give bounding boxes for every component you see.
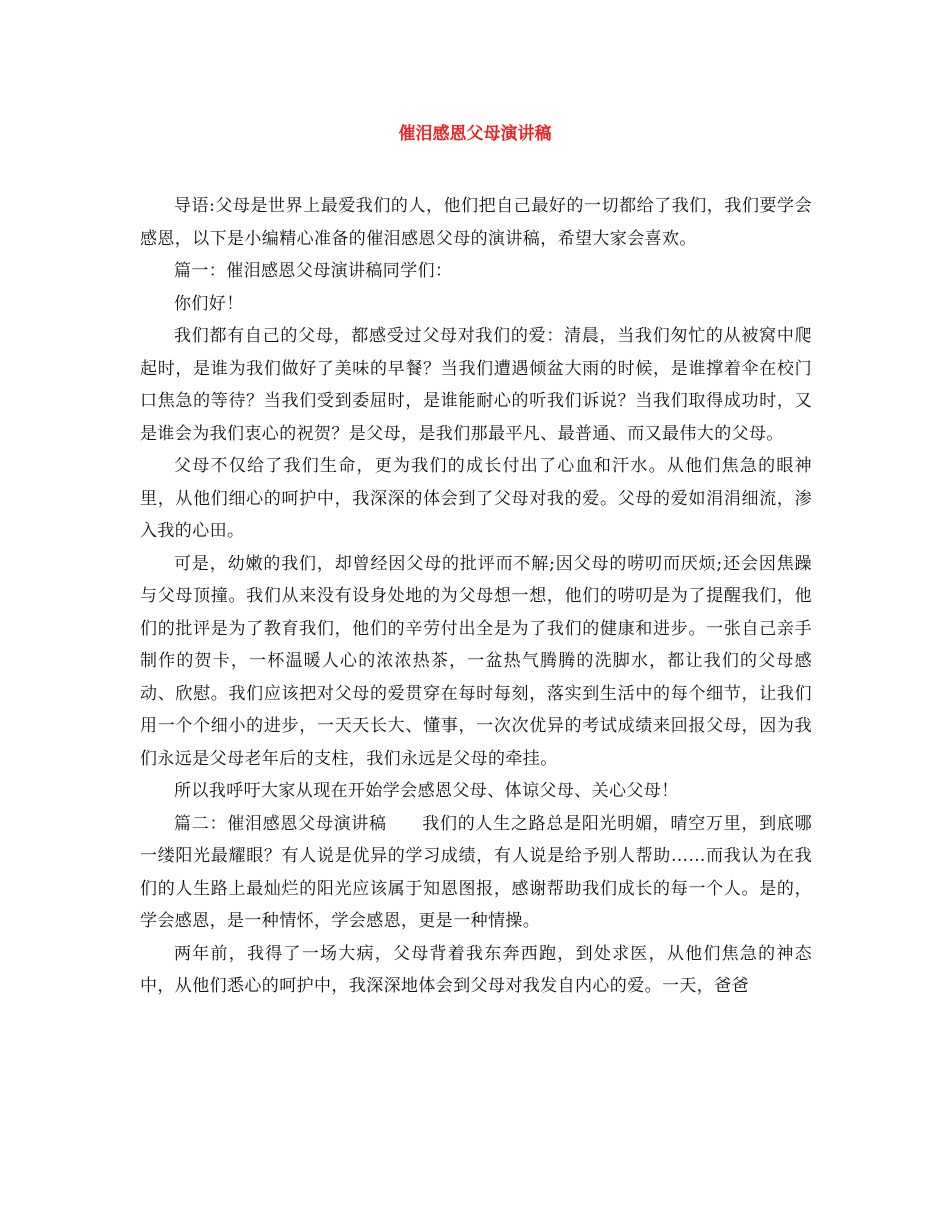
paragraph-body: 我们都有自己的父母，都感受过父母对我们的爱：清晨，当我们匆忙的从被窝中爬起时，是谁为我们做好了美味的早餐？当我们遭遇倾盆大雨的时候，是谁撑着伞在校门口焦急的等待？当我们受到委屈时，是谁能耐心的听我们诉说？当我们取得成功时，又是谁会为我们衷心的祝贺？是父母，是我们那最平凡、最普通、而又最伟大的父母。 <box>140 326 812 444</box>
paragraph-body: 父母不仅给了我们生命，更为我们的成长付出了心血和汗水。从他们焦急的眼神里，从他们细心的呵护中，我深深的体会到了父母对我的爱。父母的爱如涓涓细流，渗入我的心田。 <box>140 456 812 541</box>
document-body <box>140 190 812 1003</box>
paragraph-greeting: 你们好！ <box>174 293 244 314</box>
document-title: 催泪感恩父母演讲稿 <box>398 124 552 144</box>
paragraph-body: 可是，幼嫩的我们，却曾经因父母的批评而不解;因父母的唠叨而厌烦;还会因焦躁与父母顶撞。我们从来没有设身处地的为父母想一想，他们的唠叨是为了提醒我们，他们的批评是为了教育我们，他们的辛劳付出全是为了我们的健康和进步。一张自己亲手制作的贺卡，一杯温暖人心的浓浓热茶，一盆热气腾腾的洗脚水，都让我们的父母感动、欣慰。我们应该把对父母的爱贯穿在每时每刻，落实到生活中的每个细节，让我们用一个个细小的进步，一天天长大、懂事，一次次优异的考试成绩来回报父母，因为我们永远是父母老年后的支柱，我们永远是父母的牵挂。 <box>140 553 812 769</box>
paragraph-part-two: 篇二：催泪感恩父母演讲稿 我们的人生之路总是阳光明媚，晴空万里，到底哪一缕阳光最耀眼？有人说是优异的学习成绩，有人说是给予别人帮助……而我认为在我们的人生路上最灿烂的阳光应该属于知恩图报，感谢帮助我们成长的每一个人。是的，学会感恩，是一种情怀，学会感恩，更是一种情操。 <box>140 813 812 931</box>
paragraph-part-one-heading: 篇一：催泪感恩父母演讲稿同学们： <box>174 261 453 281</box>
paragraph-intro: 导语:父母是世界上最爱我们的人，他们把自己最好的一切都给了我们，我们要学会感恩，以下是小编精心准备的催泪感恩父母的演讲稿，希望大家会喜欢。 <box>140 196 812 249</box>
paragraph-body: 两年前，我得了一场大病，父母背着我东奔西跑，到处求医，从他们焦急的神态中，从他们悉心的呵护中，我深深地体会到父母对我发自内心的爱。一天，爸爸 <box>140 943 812 996</box>
paragraph-body: 所以我呼吁大家从现在开始学会感恩父母、体谅父母、关心父母！ <box>174 781 679 801</box>
